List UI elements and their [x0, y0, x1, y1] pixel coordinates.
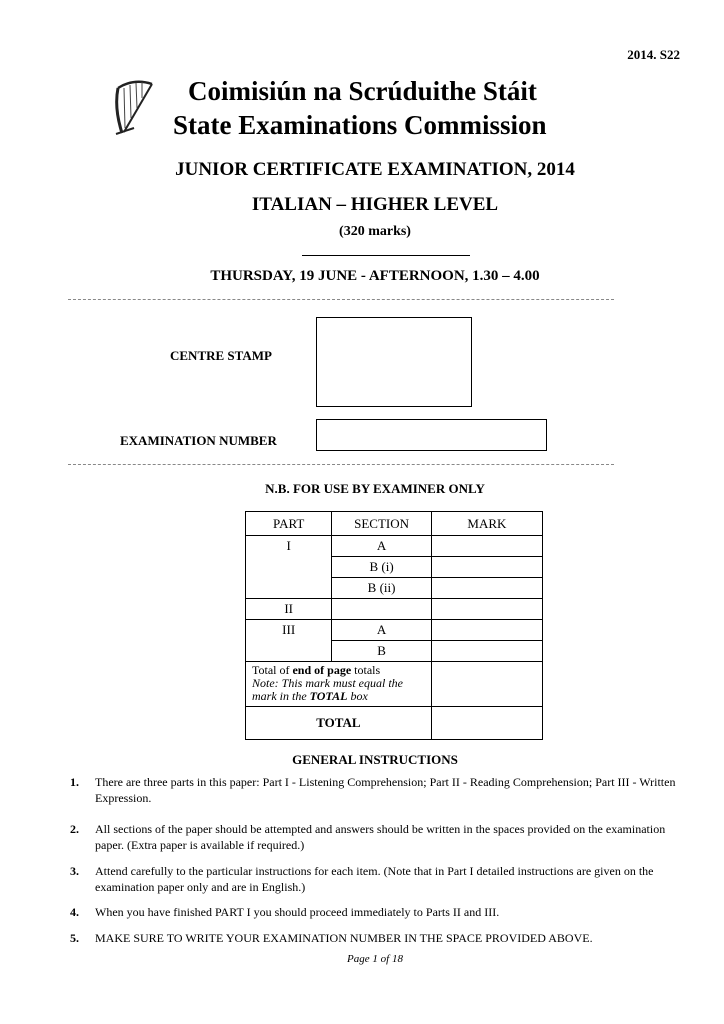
section-cell: B (i)	[332, 557, 431, 578]
table-row	[246, 599, 543, 620]
exam-datetime: THURSDAY, 19 JUNE - AFTERNOON, 1.30 – 4.00	[210, 268, 540, 284]
table-row-total	[246, 707, 543, 740]
page-footer: Page 1 of 18	[347, 953, 403, 965]
page-totals-prefix: Total of	[252, 663, 293, 677]
subject-title: ITALIAN – HIGHER LEVEL	[251, 194, 499, 215]
instruction-text: MAKE SURE TO WRITE YOUR EXAMINATION NUMBER IN THE SPACE PROVIDED ABOVE.	[95, 931, 593, 945]
page-totals-note-bold: TOTAL	[309, 689, 348, 703]
title-underline	[302, 255, 470, 256]
part-cell	[246, 578, 332, 599]
instruction-number: 5.	[70, 931, 79, 945]
instruction-number: 1.	[70, 775, 79, 789]
centre-stamp-label: CENTRE STAMP	[170, 348, 272, 363]
instruction-number: 2.	[70, 822, 79, 836]
mark-cell[interactable]	[431, 599, 542, 620]
marks-total: (320 marks)	[339, 224, 411, 239]
page-totals-note-end: box	[347, 689, 368, 703]
table-row-page-totals	[246, 662, 543, 707]
table-header-row	[246, 512, 543, 536]
instruction-text: All sections of the paper should be attempted and answers should be written in the spaces provided on the examination paper. (Extra paper is available if required.)	[95, 822, 666, 852]
divider-top	[68, 299, 614, 300]
exam-number-field[interactable]	[316, 419, 547, 451]
part-cell: III	[246, 620, 332, 641]
page-totals-suffix: totals	[351, 663, 381, 677]
page-totals-note	[246, 662, 432, 707]
section-cell	[332, 599, 431, 620]
instruction-text: When you have finished PART I you should proceed immediately to Parts II and III.	[95, 905, 500, 919]
page-totals-bold: end of page	[292, 663, 352, 677]
total-label: TOTAL	[246, 707, 432, 740]
part-cell	[246, 557, 332, 578]
examiner-heading: N.B. FOR USE BY EXAMINER ONLY	[265, 481, 485, 496]
paper-code: 2014. S22	[627, 47, 680, 62]
instruction-text: Attend carefully to the particular instructions for each item. (Note that in Part I detailed instructions are given on the examination paper only and are in English.)	[95, 864, 654, 894]
title-english: State Examinations Commission	[173, 110, 547, 140]
section-cell: A	[332, 536, 431, 557]
mark-cell[interactable]	[431, 557, 542, 578]
part-cell	[246, 641, 332, 662]
mark-cell[interactable]	[431, 620, 542, 641]
section-cell: A	[332, 620, 431, 641]
section-cell: B (ii)	[332, 578, 431, 599]
instructions-title: GENERAL INSTRUCTIONS	[292, 752, 458, 767]
mark-cell[interactable]	[431, 536, 542, 557]
section-cell: B	[332, 641, 431, 662]
table-row	[246, 620, 543, 641]
instruction-number: 4.	[70, 905, 79, 919]
column-header-part: PART	[246, 512, 332, 536]
title-irish: Coimisiún na Scrúduithe Stáit	[188, 76, 537, 106]
page-totals-mark-cell[interactable]	[431, 662, 542, 707]
table-row	[246, 641, 543, 662]
table-row	[246, 578, 543, 599]
part-cell: I	[246, 536, 332, 557]
mark-cell[interactable]	[431, 641, 542, 662]
part-cell: II	[246, 599, 332, 620]
exam-number-label: EXAMINATION NUMBER	[120, 433, 277, 448]
harp-icon	[112, 78, 158, 140]
instruction-number: 3.	[70, 864, 79, 878]
column-header-mark: MARK	[431, 512, 542, 536]
divider-bottom	[68, 464, 614, 465]
column-header-section: SECTION	[332, 512, 431, 536]
page-totals-note-text: Note: This mark must equal the mark in the	[252, 676, 403, 703]
mark-cell[interactable]	[431, 578, 542, 599]
examiner-marks-table	[245, 511, 543, 740]
table-row	[246, 536, 543, 557]
centre-stamp-box	[316, 317, 472, 407]
total-mark-cell[interactable]	[431, 707, 542, 740]
table-row	[246, 557, 543, 578]
instruction-text: There are three parts in this paper: Part I - Listening Comprehension; Part II - Reading Comprehension; Part III - Written Expression.	[95, 775, 676, 805]
exam-title: JUNIOR CERTIFICATE EXAMINATION, 2014	[175, 159, 575, 180]
